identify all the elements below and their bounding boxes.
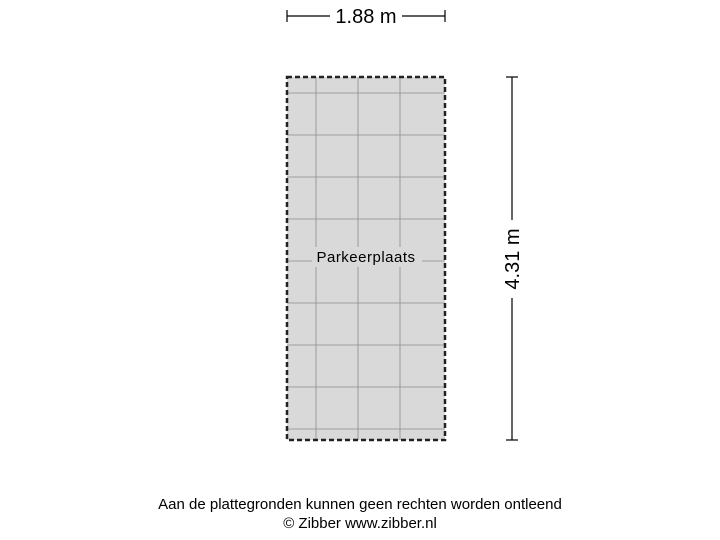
width-label: 1.88 m — [335, 6, 397, 28]
room-parkeerplaats — [287, 77, 445, 440]
width-dimension — [287, 6, 445, 28]
height-label: 4.31 m — [502, 228, 524, 290]
disclaimer-text: Aan de plattegronden kunnen geen rechten worden ontleend — [158, 496, 562, 513]
copyright-text: © Zibber www.zibber.nl — [283, 515, 437, 532]
height-dimension — [502, 77, 524, 440]
room-label: Parkeerplaats — [316, 249, 416, 266]
